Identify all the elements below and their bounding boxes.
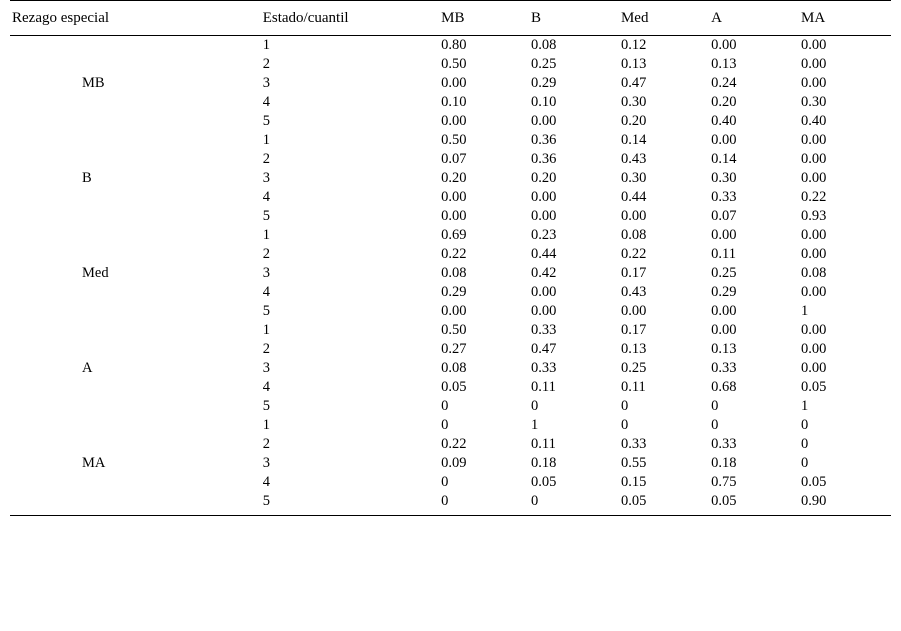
probability-cell: 0.10: [441, 94, 467, 110]
table-header-row: [10, 1, 891, 36]
state-quantile-cell: 4: [262, 474, 270, 490]
table-row: [10, 226, 891, 245]
group-label-cell: Med: [82, 265, 109, 281]
probability-cell: 0.00: [711, 37, 737, 53]
probability-cell: 0: [441, 417, 449, 433]
state-quantile-cell: 1: [262, 227, 270, 243]
probability-cell: 0.40: [711, 113, 737, 129]
table-row: [10, 302, 891, 321]
column-header-estado-cuantil: Estado/cuantil: [263, 1, 441, 36]
probability-cell: 1: [801, 398, 809, 414]
probability-cell: 0.29: [711, 284, 737, 300]
table-row: [10, 435, 891, 454]
probability-cell: 0.12: [620, 37, 647, 53]
state-quantile-cell: 4: [262, 189, 270, 205]
state-quantile-cell: 1: [262, 322, 270, 338]
probability-cell: 1: [531, 417, 539, 433]
probability-cell: 0.43: [620, 151, 647, 167]
column-header-b: B: [531, 1, 621, 36]
group-label-cell: [10, 207, 263, 226]
group-label-cell: [10, 36, 263, 56]
probability-cell: 0.20: [531, 170, 557, 186]
probability-cell: 0: [801, 417, 809, 433]
probability-cell: 0.00: [441, 303, 467, 319]
probability-cell: 0.00: [801, 341, 827, 357]
group-label-cell: [10, 302, 263, 321]
probability-cell: 0.90: [801, 492, 891, 516]
group-label-cell: [10, 340, 263, 359]
state-quantile-cell: 3: [262, 360, 270, 376]
probability-cell: 0.00: [801, 360, 827, 376]
probability-cell: 0.50: [441, 132, 467, 148]
probability-cell: 0.68: [711, 379, 737, 395]
probability-cell: 0.08: [531, 37, 557, 53]
probability-cell: 0.00: [711, 303, 737, 319]
probability-cell: 0.00: [441, 75, 467, 91]
probability-cell: 0.13: [620, 56, 647, 72]
state-quantile-cell: 5: [262, 398, 270, 414]
probability-cell: 0.23: [531, 227, 557, 243]
table-row: [10, 492, 891, 516]
probability-cell: 0.33: [711, 436, 737, 452]
probability-cell: 0.13: [620, 341, 647, 357]
probability-cell: 0.80: [441, 37, 467, 53]
probability-cell: 0.33: [531, 322, 557, 338]
group-label-cell: [10, 245, 263, 264]
probability-cell: 0.13: [711, 56, 737, 72]
state-quantile-cell: 4: [262, 379, 270, 395]
probability-cell: 0: [620, 417, 629, 433]
probability-cell: 0.07: [441, 151, 467, 167]
probability-cell: 0.00: [801, 132, 827, 148]
probability-cell: 0.17: [620, 265, 647, 281]
column-header-rezago-especial: Rezago especial: [10, 1, 263, 36]
probability-cell: 0.00: [441, 208, 467, 224]
group-label-cell: [10, 378, 263, 397]
probability-cell: 0.93: [801, 208, 827, 224]
probability-cell: 0.20: [620, 113, 647, 129]
probability-cell: 0.50: [441, 56, 467, 72]
group-label-cell: [10, 55, 263, 74]
table-row: [10, 378, 891, 397]
probability-cell: 0: [620, 398, 629, 414]
state-quantile-cell: 3: [262, 265, 270, 281]
group-label-cell: A: [82, 360, 93, 376]
table-row: [10, 264, 891, 283]
table-row: [10, 454, 891, 473]
state-quantile-cell: 2: [262, 246, 270, 262]
probability-cell: 0.30: [801, 94, 827, 110]
probability-cell: 0.22: [801, 189, 827, 205]
group-label-cell: [10, 492, 263, 516]
state-quantile-cell: 2: [262, 436, 270, 452]
probability-cell: 0.17: [620, 322, 647, 338]
table-row: [10, 283, 891, 302]
table-row: [10, 397, 891, 416]
probability-cell: 0.00: [711, 132, 737, 148]
probability-cell: 0.24: [711, 75, 737, 91]
probability-cell: 0.10: [531, 94, 557, 110]
state-quantile-cell: 2: [262, 341, 270, 357]
state-quantile-cell: 5: [262, 208, 270, 224]
state-quantile-cell: 5: [263, 492, 441, 516]
probability-cell: 0.22: [441, 436, 467, 452]
probability-cell: 0.00: [531, 208, 557, 224]
group-label-cell: [10, 283, 263, 302]
probability-cell: 0.05: [801, 379, 827, 395]
group-label-cell: [10, 188, 263, 207]
probability-cell: 0.33: [711, 360, 737, 376]
probability-cell: 0.33: [531, 360, 557, 376]
table-row: [10, 36, 891, 56]
probability-cell: 0.00: [801, 37, 827, 53]
probability-cell: 0.08: [620, 227, 647, 243]
probability-cell: 0.44: [620, 189, 647, 205]
probability-cell: 0.00: [441, 113, 467, 129]
column-header-a: A: [711, 1, 801, 36]
state-quantile-cell: 4: [262, 94, 270, 110]
probability-cell: 0.11: [531, 436, 556, 452]
probability-cell: 0.13: [711, 341, 737, 357]
group-label-cell: [10, 150, 263, 169]
table-row: [10, 188, 891, 207]
state-quantile-cell: 5: [262, 113, 270, 129]
group-label-cell: [10, 473, 263, 492]
probability-cell: 0.40: [801, 113, 827, 129]
probability-cell: 0.00: [801, 75, 827, 91]
probability-cell: 0.00: [620, 208, 647, 224]
probability-cell: 0: [711, 398, 719, 414]
probability-cell: 0.47: [531, 341, 557, 357]
probability-cell: 0: [801, 455, 809, 471]
probability-cell: 0.36: [531, 132, 557, 148]
table-row: [10, 55, 891, 74]
probability-cell: 0.05: [531, 474, 557, 490]
probability-cell: 0.00: [531, 284, 557, 300]
group-label-cell: [10, 112, 263, 131]
group-label-cell: [10, 131, 263, 150]
group-label-cell: MA: [82, 455, 106, 471]
probability-cell: 0.33: [711, 189, 737, 205]
state-quantile-cell: 1: [262, 417, 270, 433]
probability-cell: 0.22: [441, 246, 467, 262]
probability-cell: 0.30: [620, 170, 647, 186]
probability-cell: 0.14: [711, 151, 737, 167]
probability-cell: 1: [801, 303, 809, 319]
probability-cell: 0.25: [620, 360, 647, 376]
probability-cell: 0.20: [711, 94, 737, 110]
probability-cell: 0.00: [531, 113, 557, 129]
state-quantile-cell: 1: [262, 37, 270, 53]
probability-cell: 0: [711, 417, 719, 433]
probability-cell: 0.18: [531, 455, 557, 471]
probability-cell: 0.09: [441, 455, 467, 471]
probability-cell: 0.27: [441, 341, 467, 357]
probability-cell: 0.00: [801, 170, 827, 186]
probability-cell: 0.47: [620, 75, 647, 91]
table-row: [10, 131, 891, 150]
probability-cell: 0.08: [441, 265, 467, 281]
table-row: [10, 245, 891, 264]
probability-cell: 0: [441, 398, 449, 414]
probability-cell: 0.00: [531, 303, 557, 319]
probability-cell: 0.05: [711, 492, 801, 516]
probability-cell: 0.11: [620, 379, 646, 395]
state-quantile-cell: 5: [262, 303, 270, 319]
column-header-ma: MA: [801, 1, 891, 36]
table-row: [10, 112, 891, 131]
probability-cell: 0.00: [801, 227, 827, 243]
group-label-cell: [10, 397, 263, 416]
probability-cell: 0.11: [531, 379, 556, 395]
probability-cell: 0.08: [441, 360, 467, 376]
table-row: [10, 74, 891, 93]
probability-cell: 0: [801, 436, 809, 452]
table-row: [10, 340, 891, 359]
probability-cell: 0.00: [801, 246, 827, 262]
probability-cell: 0.25: [711, 265, 737, 281]
group-label-cell: [10, 321, 263, 340]
probability-cell: 0.08: [801, 265, 827, 281]
table-row: [10, 150, 891, 169]
state-quantile-cell: 4: [262, 284, 270, 300]
probability-cell: 0.18: [711, 455, 737, 471]
probability-cell: 0.05: [801, 474, 827, 490]
column-header-mb: MB: [441, 1, 531, 36]
table-row: [10, 93, 891, 112]
state-quantile-cell: 3: [262, 170, 270, 186]
state-quantile-cell: 3: [262, 75, 270, 91]
table-row: [10, 359, 891, 378]
probability-cell: 0: [441, 474, 449, 490]
probability-cell: 0.00: [801, 151, 827, 167]
probability-cell: 0.00: [801, 284, 827, 300]
state-quantile-cell: 3: [262, 455, 270, 471]
probability-cell: 0.36: [531, 151, 557, 167]
probability-cell: 0.43: [620, 284, 647, 300]
probability-cell: 0.05: [621, 492, 711, 516]
probability-cell: 0.07: [711, 208, 737, 224]
probability-cell: 0.75: [711, 474, 737, 490]
probability-cell: 0.30: [620, 94, 647, 110]
probability-cell: 0.00: [711, 227, 737, 243]
probability-cell: 0.25: [531, 56, 557, 72]
probability-cell: 0.44: [531, 246, 557, 262]
probability-cell: 0: [531, 492, 621, 516]
probability-cell: 0.11: [711, 246, 736, 262]
state-quantile-cell: 1: [262, 132, 270, 148]
probability-cell: 0.22: [620, 246, 647, 262]
group-label-cell: [10, 226, 263, 245]
table-row: [10, 321, 891, 340]
group-label-cell: MB: [82, 75, 105, 91]
column-header-med: Med: [621, 1, 711, 36]
probability-cell: 0.42: [531, 265, 557, 281]
probability-cell: 0.00: [620, 303, 647, 319]
probability-cell: 0.33: [620, 436, 647, 452]
probability-cell: 0.55: [620, 455, 647, 471]
group-label-cell: [10, 435, 263, 454]
probability-cell: 0.50: [441, 322, 467, 338]
state-quantile-cell: 2: [262, 56, 270, 72]
probability-cell: 0.29: [531, 75, 557, 91]
probability-cell: 0.00: [441, 189, 467, 205]
probability-cell: 0.14: [620, 132, 647, 148]
table-body: [10, 36, 891, 516]
table-row: [10, 207, 891, 226]
probability-cell: 0.30: [711, 170, 737, 186]
table-row: [10, 473, 891, 492]
probability-cell: 0.29: [441, 284, 467, 300]
table-row: [10, 416, 891, 435]
probability-cell: 0: [441, 492, 531, 516]
probability-cell: 0.20: [441, 170, 467, 186]
probability-cell: 0: [531, 398, 539, 414]
probability-cell: 0.05: [441, 379, 467, 395]
probability-cell: 0.69: [441, 227, 467, 243]
probability-cell: 0.15: [620, 474, 647, 490]
group-label-cell: [10, 93, 263, 112]
probability-cell: 0.00: [801, 322, 827, 338]
group-label-cell: B: [82, 170, 92, 186]
probability-cell: 0.00: [711, 322, 737, 338]
state-quantile-cell: 2: [262, 151, 270, 167]
table-row: [10, 169, 891, 188]
group-label-cell: [10, 416, 263, 435]
probability-cell: 0.00: [531, 189, 557, 205]
probability-cell: 0.00: [801, 56, 827, 72]
transition-matrix-table: [10, 0, 891, 516]
table-head: [10, 1, 891, 36]
